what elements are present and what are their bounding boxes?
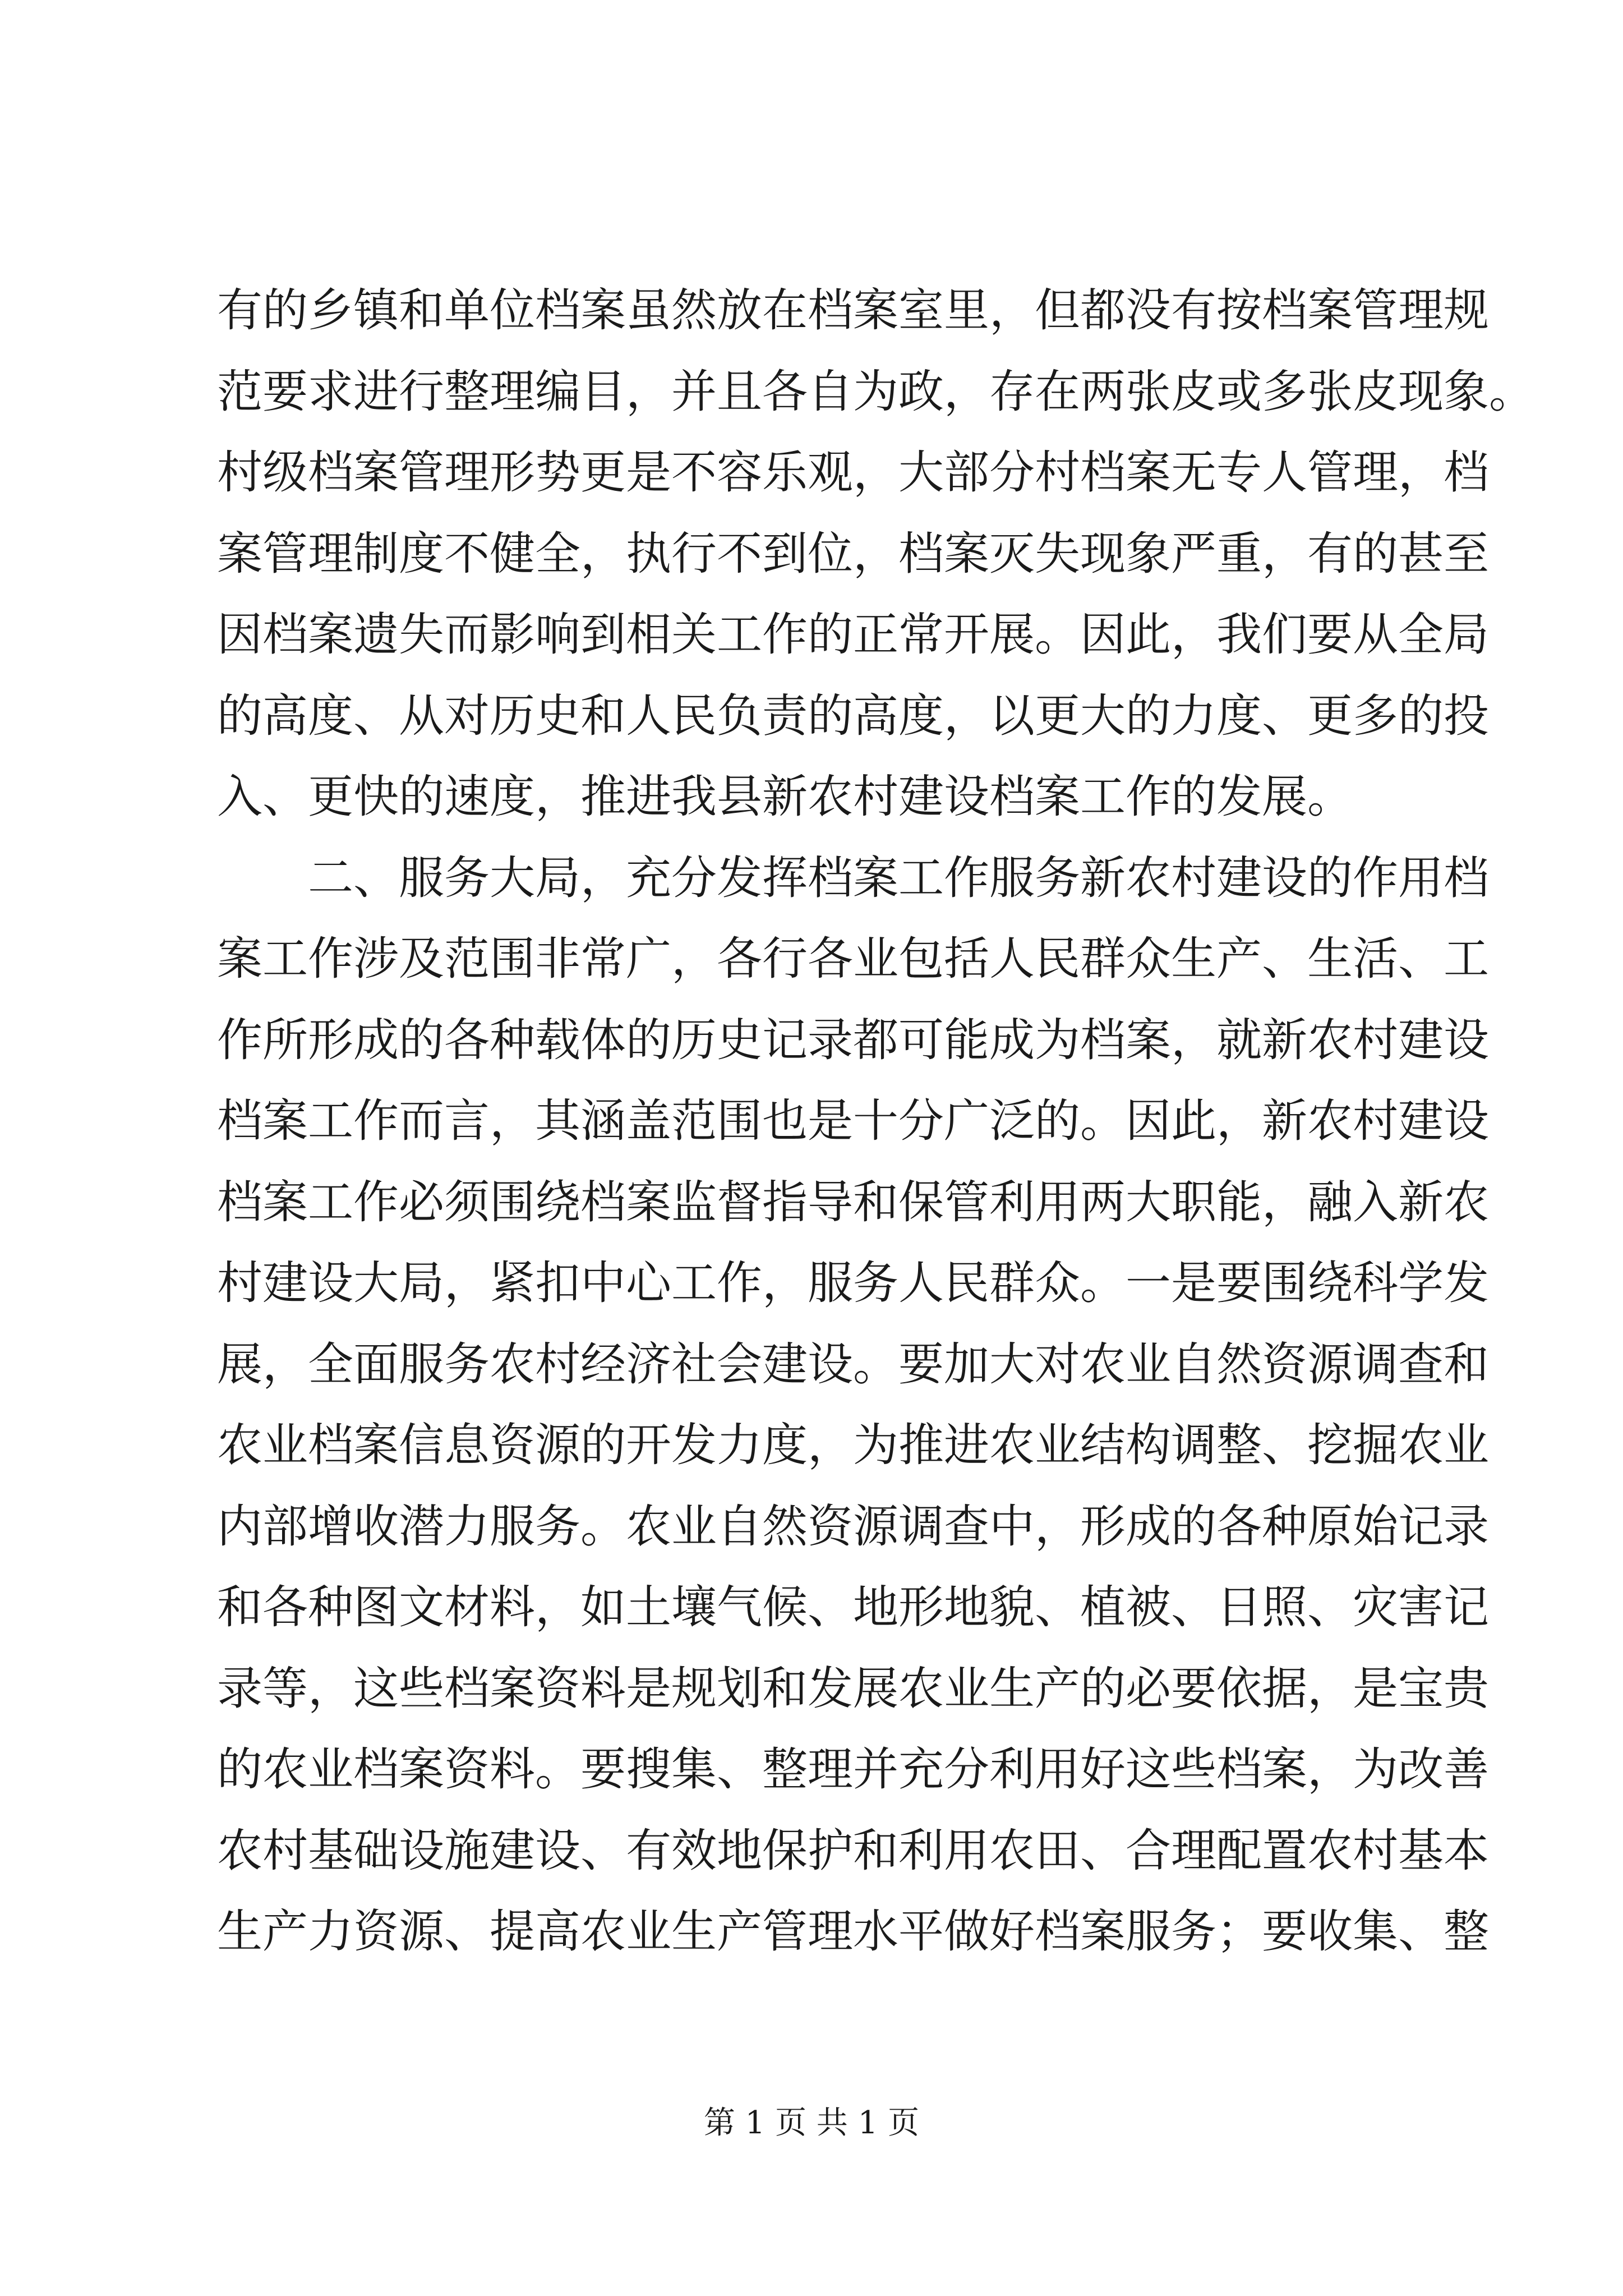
text-line: 案管理制度不健全，执行不到位，档案灭失现象严重，有的甚至 [217, 527, 1490, 581]
text-line: 的高度、从对历史和人民负责的高度，以更大的力度、更多的投 [217, 689, 1490, 743]
text-line: 档案工作必须围绕档案监督指导和保管利用两大职能，融入新农 [217, 1176, 1490, 1229]
text-line: 和各种图文材料，如土壤气候、地形地貌、植被、日照、灾害记 [217, 1581, 1490, 1634]
text-line: 生产力资源、提高农业生产管理水平做好档案服务；要收集、整 [217, 1906, 1490, 1958]
text-line: 村级档案管理形势更是不容乐观，大部分村档案无专人管理，档 [217, 447, 1490, 499]
text-line: 农村基础设施建设、有效地保护和利用农田、合理配置农村基本 [217, 1824, 1490, 1878]
text-line: 的农业档案资料。要搜集、整理并充分利用好这些档案，为改善 [217, 1743, 1490, 1796]
text-line: 有的乡镇和单位档案虽然放在档案室里，但都没有按档案管理规 [217, 284, 1490, 337]
text-line: 录等，这些档案资料是规划和发展农业生产的必要依据，是宝贵 [217, 1662, 1490, 1715]
text-line: 档案工作而言，其涵盖范围也是十分广泛的。因此，新农村建设 [217, 1095, 1490, 1148]
text-line: 入、更快的速度，推进我县新农村建设档案工作的发展。 [217, 771, 1353, 823]
text-line: 范要求进行整理编目，并且各自为政，存在两张皮或多张皮现象。 [217, 365, 1535, 418]
page-footer [0, 2101, 1623, 2146]
text-line: 案工作涉及范围非常广，各行各业包括人民群众生产、生活、工 [217, 933, 1490, 986]
text-line: 村建设大局，紧扣中心工作，服务人民群众。一是要围绕科学发 [217, 1257, 1490, 1310]
page-number: 第 1 页 共 1 页 [703, 2105, 920, 2141]
section-heading-line: 二、服务大局，充分发挥档案工作服务新农村建设的作用档 [308, 852, 1490, 905]
text-line: 作所形成的各种载体的历史记录都可能成为档案，就新农村建设 [217, 1014, 1490, 1067]
text-line: 内部增收潜力服务。农业自然资源调查中，形成的各种原始记录 [217, 1500, 1490, 1553]
text-line: 展，全面服务农村经济社会建设。要加大对农业自然资源调查和 [217, 1338, 1490, 1391]
text-line: 因档案遗失而影响到相关工作的正常开展。因此，我们要从全局 [217, 609, 1490, 661]
text-line: 农业档案信息资源的开发力度，为推进农业结构调整、挖掘农业 [217, 1419, 1490, 1472]
body-text [217, 270, 1535, 1973]
